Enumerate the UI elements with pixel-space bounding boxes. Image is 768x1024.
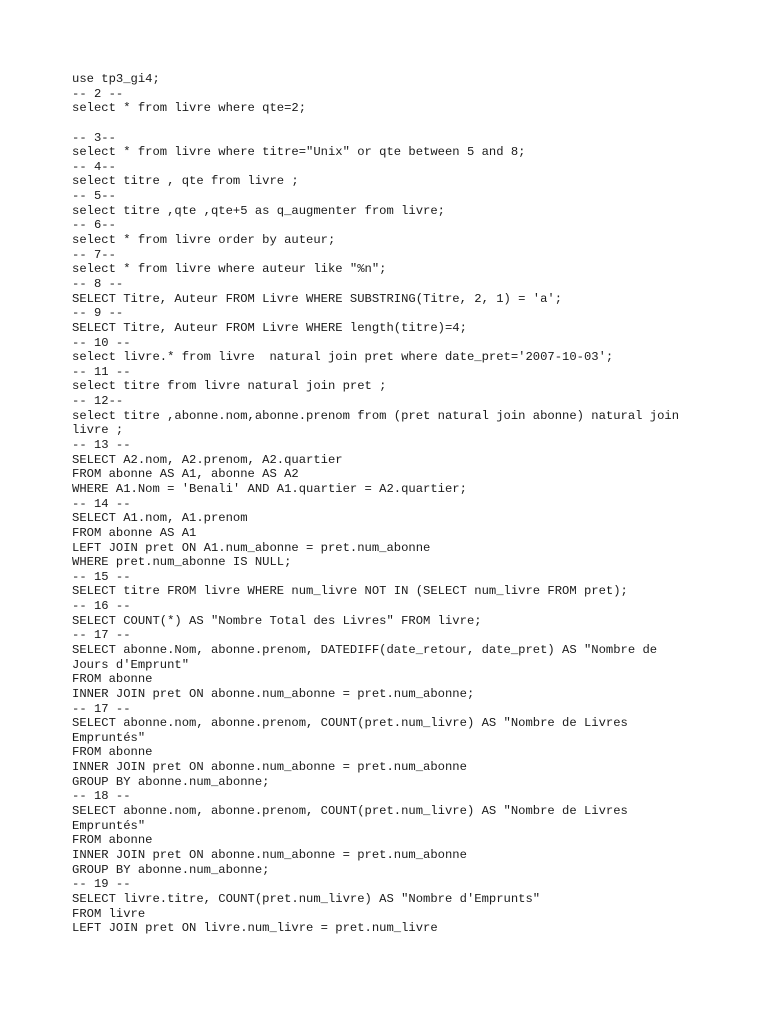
code-line: -- 19 -- bbox=[72, 877, 131, 892]
code-line: -- 13 -- bbox=[72, 438, 131, 453]
sql-code-block bbox=[72, 72, 722, 936]
code-line: -- 16 -- bbox=[72, 599, 131, 614]
code-line: select * from livre order by auteur; bbox=[72, 233, 336, 248]
code-line: -- 14 -- bbox=[72, 496, 131, 511]
code-line: SELECT abonne.nom, abonne.prenom, COUNT(pret.num_livre) AS "Nombre de Livres bbox=[72, 804, 628, 819]
code-line: -- 6-- bbox=[72, 218, 116, 233]
code-line: LEFT JOIN pret ON livre.num_livre = pret.num_livre bbox=[72, 921, 438, 936]
code-line: SELECT A2.nom, A2.prenom, A2.quartier bbox=[72, 452, 343, 467]
blank-line bbox=[72, 116, 722, 131]
code-line: INNER JOIN pret ON abonne.num_abonne = pret.num_abonne bbox=[72, 760, 467, 775]
code-line: -- 10 -- bbox=[72, 335, 131, 350]
code-line: Empruntés" bbox=[72, 818, 146, 833]
code-line: select livre.* from livre natural join pret where date_pret='2007-10-03'; bbox=[72, 350, 614, 365]
code-line: FROM abonne AS A1 bbox=[72, 525, 197, 540]
code-line: WHERE A1.Nom = 'Benali' AND A1.quartier = A2.quartier; bbox=[72, 481, 467, 496]
code-line: -- 4-- bbox=[72, 159, 116, 174]
code-line: SELECT abonne.Nom, abonne.prenom, DATEDIFF(date_retour, date_pret) AS "Nombre de bbox=[72, 642, 658, 657]
code-line: -- 9 -- bbox=[72, 306, 124, 321]
code-line: select titre ,qte ,qte+5 as q_augmenter from livre; bbox=[72, 203, 445, 218]
code-line: SELECT abonne.nom, abonne.prenom, COUNT(pret.num_livre) AS "Nombre de Livres bbox=[72, 716, 628, 731]
code-line: FROM abonne AS A1, abonne AS A2 bbox=[72, 467, 299, 482]
code-line: SELECT livre.titre, COUNT(pret.num_livre) AS "Nombre d'Emprunts" bbox=[72, 891, 541, 906]
code-line: INNER JOIN pret ON abonne.num_abonne = pret.num_abonne; bbox=[72, 686, 475, 701]
code-line: -- 17 -- bbox=[72, 701, 131, 716]
code-line: LEFT JOIN pret ON A1.num_abonne = pret.num_abonne bbox=[72, 540, 431, 555]
code-line: GROUP BY abonne.num_abonne; bbox=[72, 862, 270, 877]
code-line: INNER JOIN pret ON abonne.num_abonne = pret.num_abonne bbox=[72, 847, 467, 862]
code-line: -- 17 -- bbox=[72, 628, 131, 643]
code-line: use tp3_gi4; bbox=[72, 72, 160, 86]
code-line: select titre , qte from livre ; bbox=[72, 174, 299, 189]
code-line: Empruntés" bbox=[72, 730, 146, 745]
code-line: FROM abonne bbox=[72, 833, 153, 848]
code-line: -- 7-- bbox=[72, 247, 116, 262]
code-line: -- 8 -- bbox=[72, 276, 124, 291]
code-line: FROM abonne bbox=[72, 672, 153, 687]
code-line: -- 2 -- bbox=[72, 86, 124, 101]
code-line: SELECT COUNT(*) AS "Nombre Total des Livres" FROM livre; bbox=[72, 613, 482, 628]
code-line: Jours d'Emprunt" bbox=[72, 657, 190, 672]
code-line: WHERE pret.num_abonne IS NULL; bbox=[72, 555, 292, 570]
code-line: select * from livre where auteur like "%n"; bbox=[72, 262, 387, 277]
code-line: select * from livre where qte=2; bbox=[72, 101, 307, 116]
code-line: -- 3-- bbox=[72, 130, 116, 145]
code-line: livre ; bbox=[72, 423, 124, 438]
code-line: -- 15 -- bbox=[72, 569, 131, 584]
code-line: -- 18 -- bbox=[72, 789, 131, 804]
code-line: -- 12-- bbox=[72, 394, 124, 409]
code-line: select titre ,abonne.nom,abonne.prenom from (pret natural join abonne) natural join bbox=[72, 408, 680, 423]
code-line: -- 11 -- bbox=[72, 364, 131, 379]
code-line: FROM abonne bbox=[72, 745, 153, 760]
code-line: GROUP BY abonne.num_abonne; bbox=[72, 774, 270, 789]
code-line: SELECT titre FROM livre WHERE num_livre NOT IN (SELECT num_livre FROM pret); bbox=[72, 584, 628, 599]
code-line: FROM livre bbox=[72, 906, 146, 921]
code-line: SELECT A1.nom, A1.prenom bbox=[72, 511, 248, 526]
code-line: -- 5-- bbox=[72, 189, 116, 204]
code-line: SELECT Titre, Auteur FROM Livre WHERE length(titre)=4; bbox=[72, 320, 467, 335]
code-line: SELECT Titre, Auteur FROM Livre WHERE SUBSTRING(Titre, 2, 1) = 'a'; bbox=[72, 291, 563, 306]
code-line: select * from livre where titre="Unix" or qte between 5 and 8; bbox=[72, 145, 526, 160]
code-line: select titre from livre natural join pret ; bbox=[72, 379, 387, 394]
